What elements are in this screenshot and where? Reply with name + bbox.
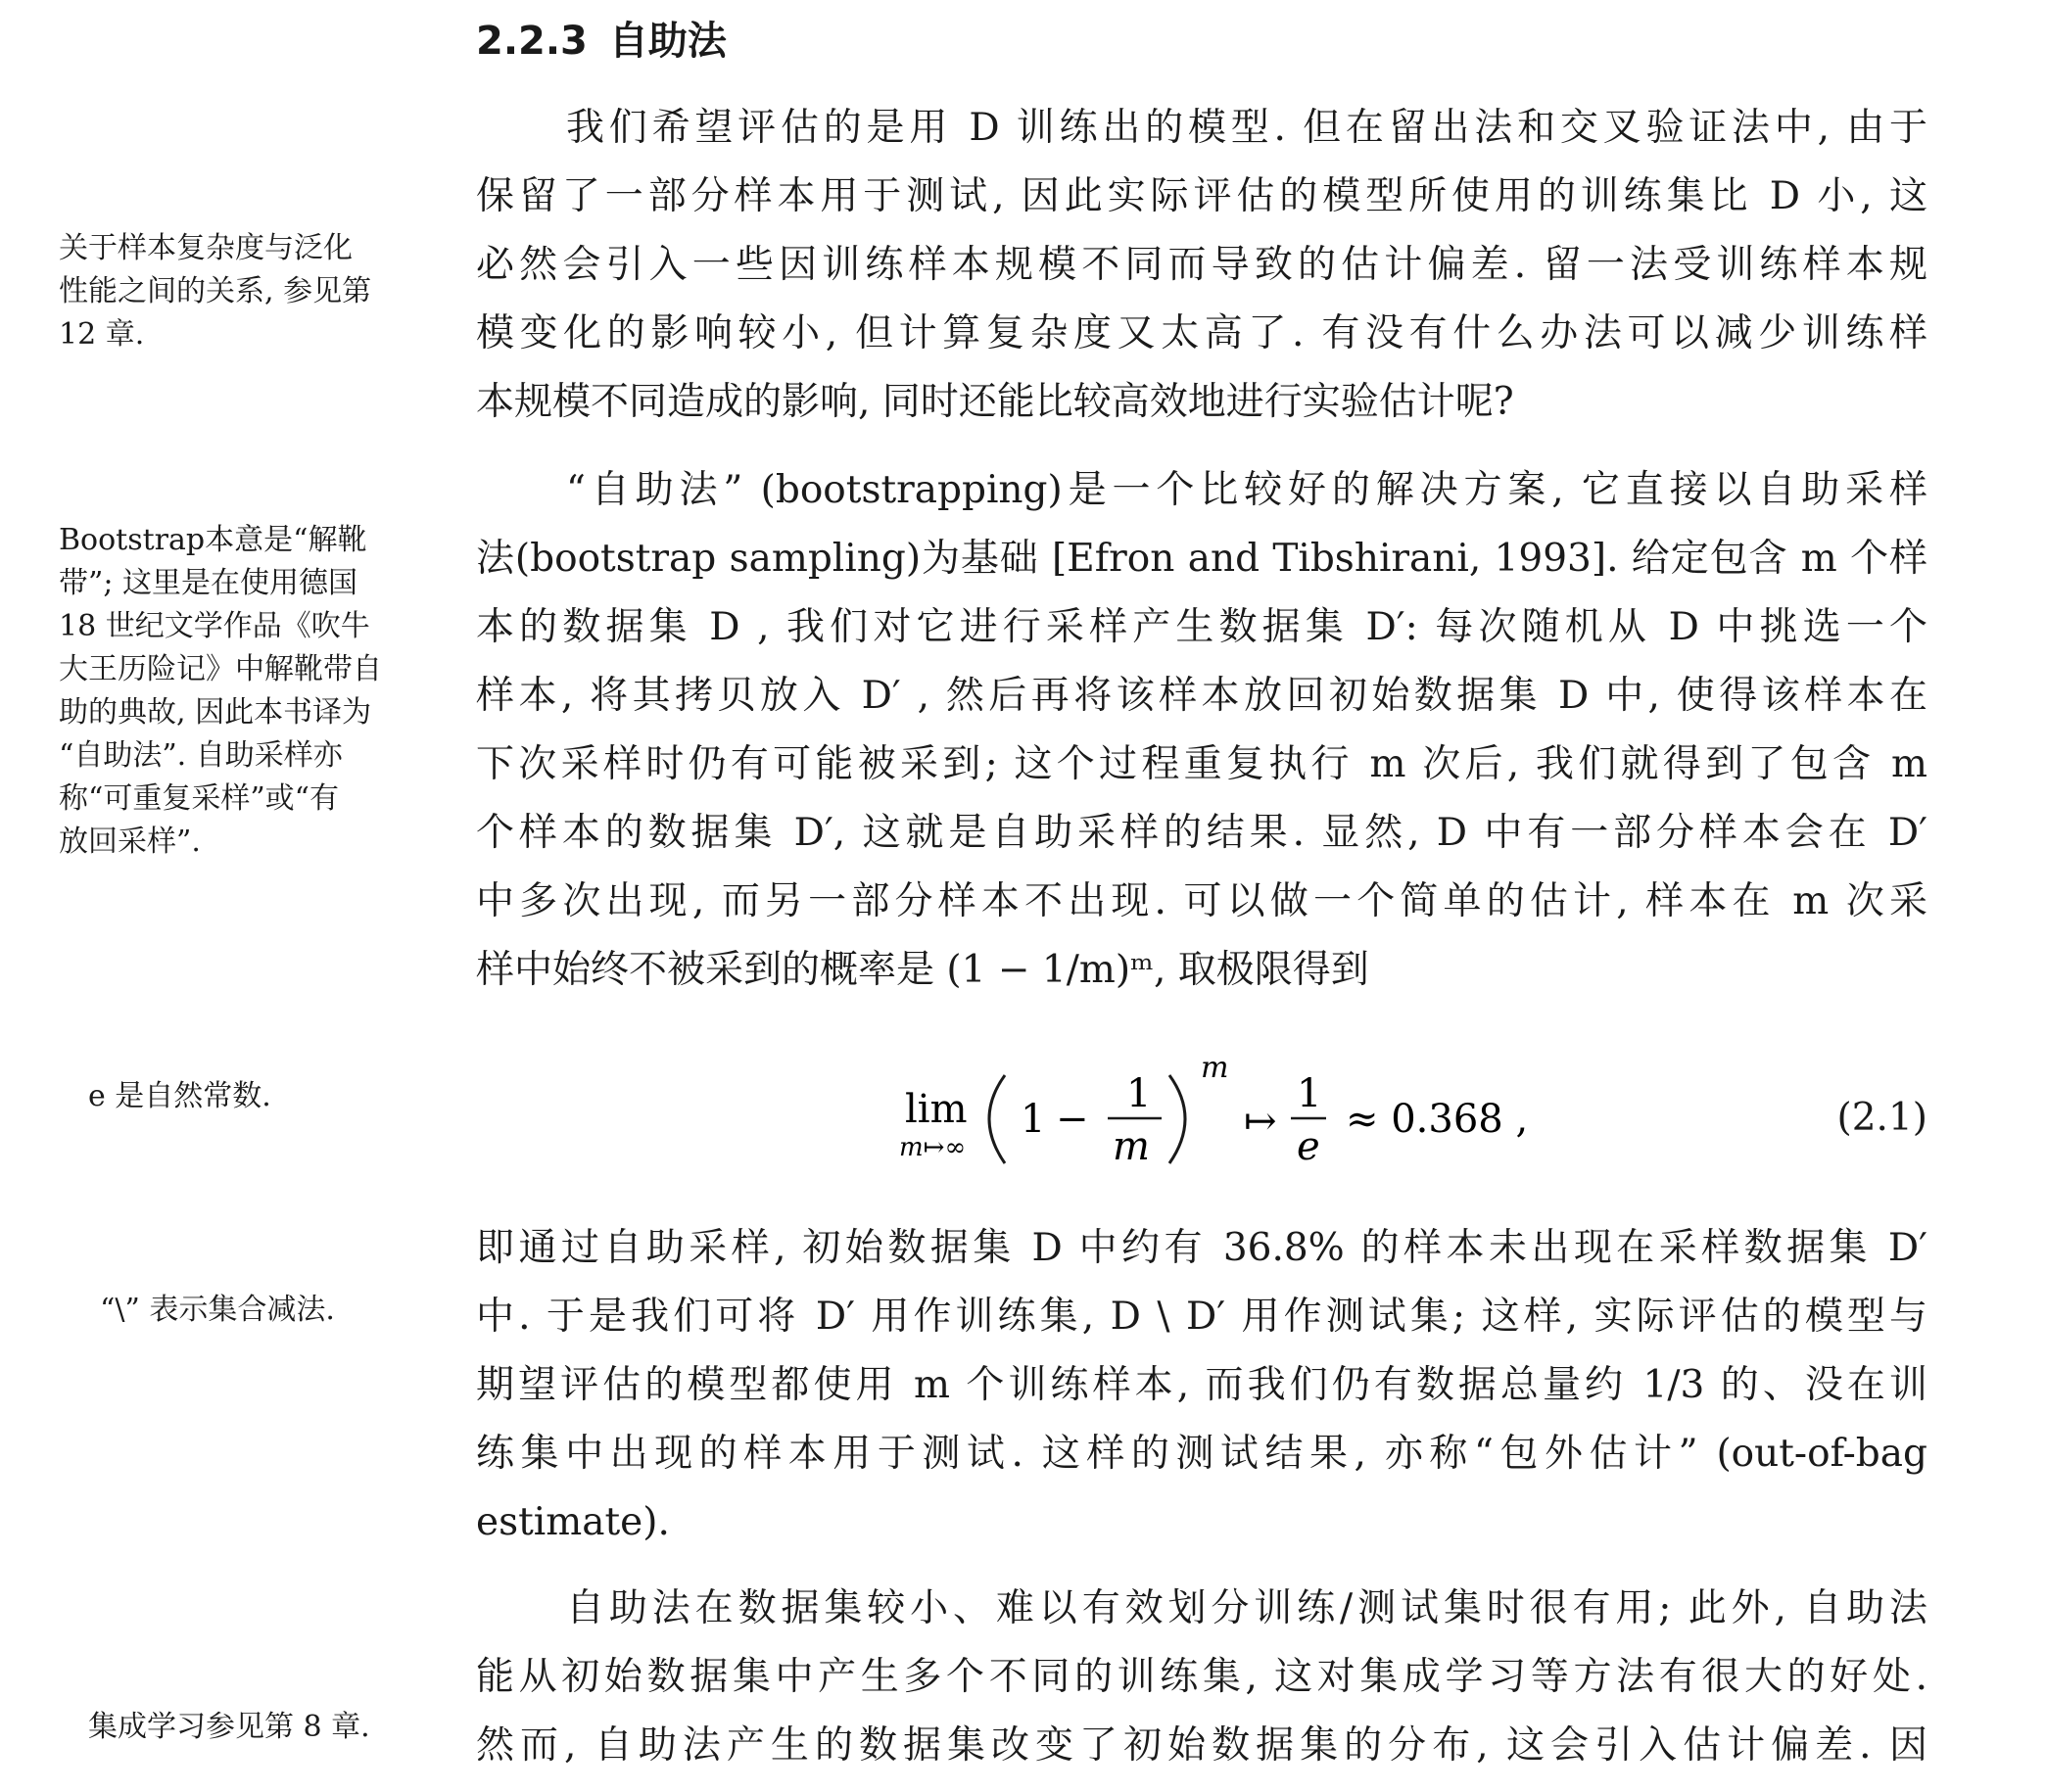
note-line: 放回采样”.	[59, 825, 201, 859]
text-line: 然而, 自助法产生的数据集改变了初始数据集的分布, 这会引入估计偏差. 因	[476, 1723, 1927, 1768]
note-line: 助的典故, 因此本书译为	[59, 695, 372, 730]
eq-lim: lim	[905, 1087, 968, 1132]
paragraph-2	[476, 456, 1927, 1005]
note-line: 关于样本复杂度与泛化	[59, 231, 353, 265]
section-number: 2.2.3	[476, 19, 588, 64]
text-line: 中. 于是我们可将 D′ 用作训练集, D \ D′ 用作测试集; 这样, 实际评估的模型与	[476, 1295, 1927, 1339]
note-line: 18 世纪文学作品《吹牛	[59, 609, 370, 643]
text-line: 本的数据集 D , 我们对它进行采样产生数据集 D′: 每次随机从 D 中挑选一个	[476, 605, 1927, 649]
eq-left-paren	[989, 1075, 1005, 1163]
text-line: 中多次出现, 而另一部分样本不出现. 可以做一个简单的估计, 样本在 m 次采	[476, 879, 1927, 923]
margin-note-bootstrap-origin	[59, 519, 435, 864]
eq-subscript: m↦∞	[899, 1133, 967, 1162]
note-line: “自助法”. 自助采样亦	[59, 738, 343, 773]
margin-note-ensemble-learning	[88, 1706, 464, 1749]
text-line: 期望评估的模型都使用 m 个训练样本, 而我们仍有数据总量约 1/3 的、没在训	[476, 1363, 1927, 1407]
text-line: 练集中出现的样本用于测试. 这样的测试结果, 亦称“包外估计” (out-of-bag	[476, 1432, 1927, 1476]
text-line: 本规模不同造成的影响, 同时还能比较高效地进行实验估计呢?	[476, 380, 1514, 424]
note-line: 带”; 这里是在使用德国	[59, 566, 357, 600]
text-line: estimate).	[476, 1500, 670, 1544]
text-line: 我们希望评估的是用 D 训练出的模型. 但在留出法和交叉验证法中, 由于	[566, 106, 1927, 150]
note-line: “\” 表示集合减法.	[100, 1293, 335, 1327]
eq-approx: ≈ 0.368 ,	[1346, 1097, 1529, 1142]
note-line: 大王历险记》中解靴带自	[59, 652, 382, 686]
note-line: Bootstrap本意是“解靴	[59, 523, 367, 557]
note-line: 性能之间的关系, 参见第	[59, 274, 372, 308]
margin-note-sample-complexity	[59, 227, 435, 356]
text-line: 保留了一部分样本用于测试, 因此实际评估的模型所使用的训练集比 D 小, 这	[476, 174, 1927, 218]
text-line: 样中始终不被采到的概率是 (1 − 1/m)ᵐ, 取极限得到	[476, 948, 1369, 992]
text-line: “自助法” (bootstrapping)是一个比较好的解决方案, 它直接以自助采样	[566, 468, 1927, 512]
text-line: 即通过自助采样, 初始数据集 D 中约有 36.8% 的样本未出现在采样数据集 D′	[476, 1226, 1927, 1270]
section-title: 自助法	[608, 19, 727, 64]
text-line: 自助法在数据集较小、难以有效划分训练/测试集时很有用; 此外, 自助法	[566, 1586, 1927, 1630]
text-line: 模变化的影响较小, 但计算复杂度又太高了. 有没有什么办法可以减少训练样	[476, 311, 1927, 355]
text-line: 必然会引入一些因训练样本规模不同而导致的估计偏差. 留一法受训练样本规	[476, 243, 1927, 287]
paragraph-4	[476, 1575, 1927, 1780]
text-line: 法(bootstrap sampling)为基础 [Efron and Tibshirani, 1993]. 给定包含 m 个样	[476, 537, 1927, 581]
equation-2-1	[476, 1046, 1927, 1193]
text-line: 个样本的数据集 D′, 这就是自助采样的结果. 显然, D 中有一部分样本会在 D′	[476, 811, 1927, 855]
eq-frac-num: 1	[1126, 1071, 1152, 1116]
margin-note-natural-constant	[88, 1075, 464, 1118]
note-line: 12 章.	[59, 317, 145, 352]
text-line: 下次采样时仍有可能被采到; 这个过程重复执行 m 次后, 我们就得到了包含 m	[476, 742, 1927, 786]
margin-note-set-difference	[100, 1289, 476, 1332]
text-line: 能从初始数据集中产生多个不同的训练集, 这对集成学习等方法有很大的好处.	[476, 1655, 1927, 1699]
note-line: 称“可重复采样”或“有	[59, 781, 340, 816]
eq-exponent: m	[1201, 1051, 1229, 1085]
equation-number: (2.1)	[1836, 1096, 1927, 1140]
eq-right-paren	[1169, 1075, 1185, 1163]
eq-minus: −	[1056, 1097, 1089, 1142]
eq-mapsto: ↦	[1244, 1099, 1277, 1144]
eq-rhs-den: e	[1297, 1124, 1320, 1169]
note-line: 集成学习参见第 8 章.	[88, 1710, 370, 1744]
equation-formula	[476, 1046, 1651, 1193]
paragraph-3	[476, 1214, 1927, 1557]
eq-frac-den: m	[1113, 1124, 1150, 1169]
eq-one: 1	[1021, 1097, 1046, 1142]
note-line: e 是自然常数.	[88, 1079, 271, 1113]
paragraph-1	[476, 94, 1927, 437]
section-heading	[476, 14, 727, 69]
text-line: 样本, 将其拷贝放入 D′ , 然后再将该样本放回初始数据集 D 中, 使得该样本在	[476, 674, 1927, 718]
eq-rhs-num: 1	[1297, 1071, 1322, 1116]
